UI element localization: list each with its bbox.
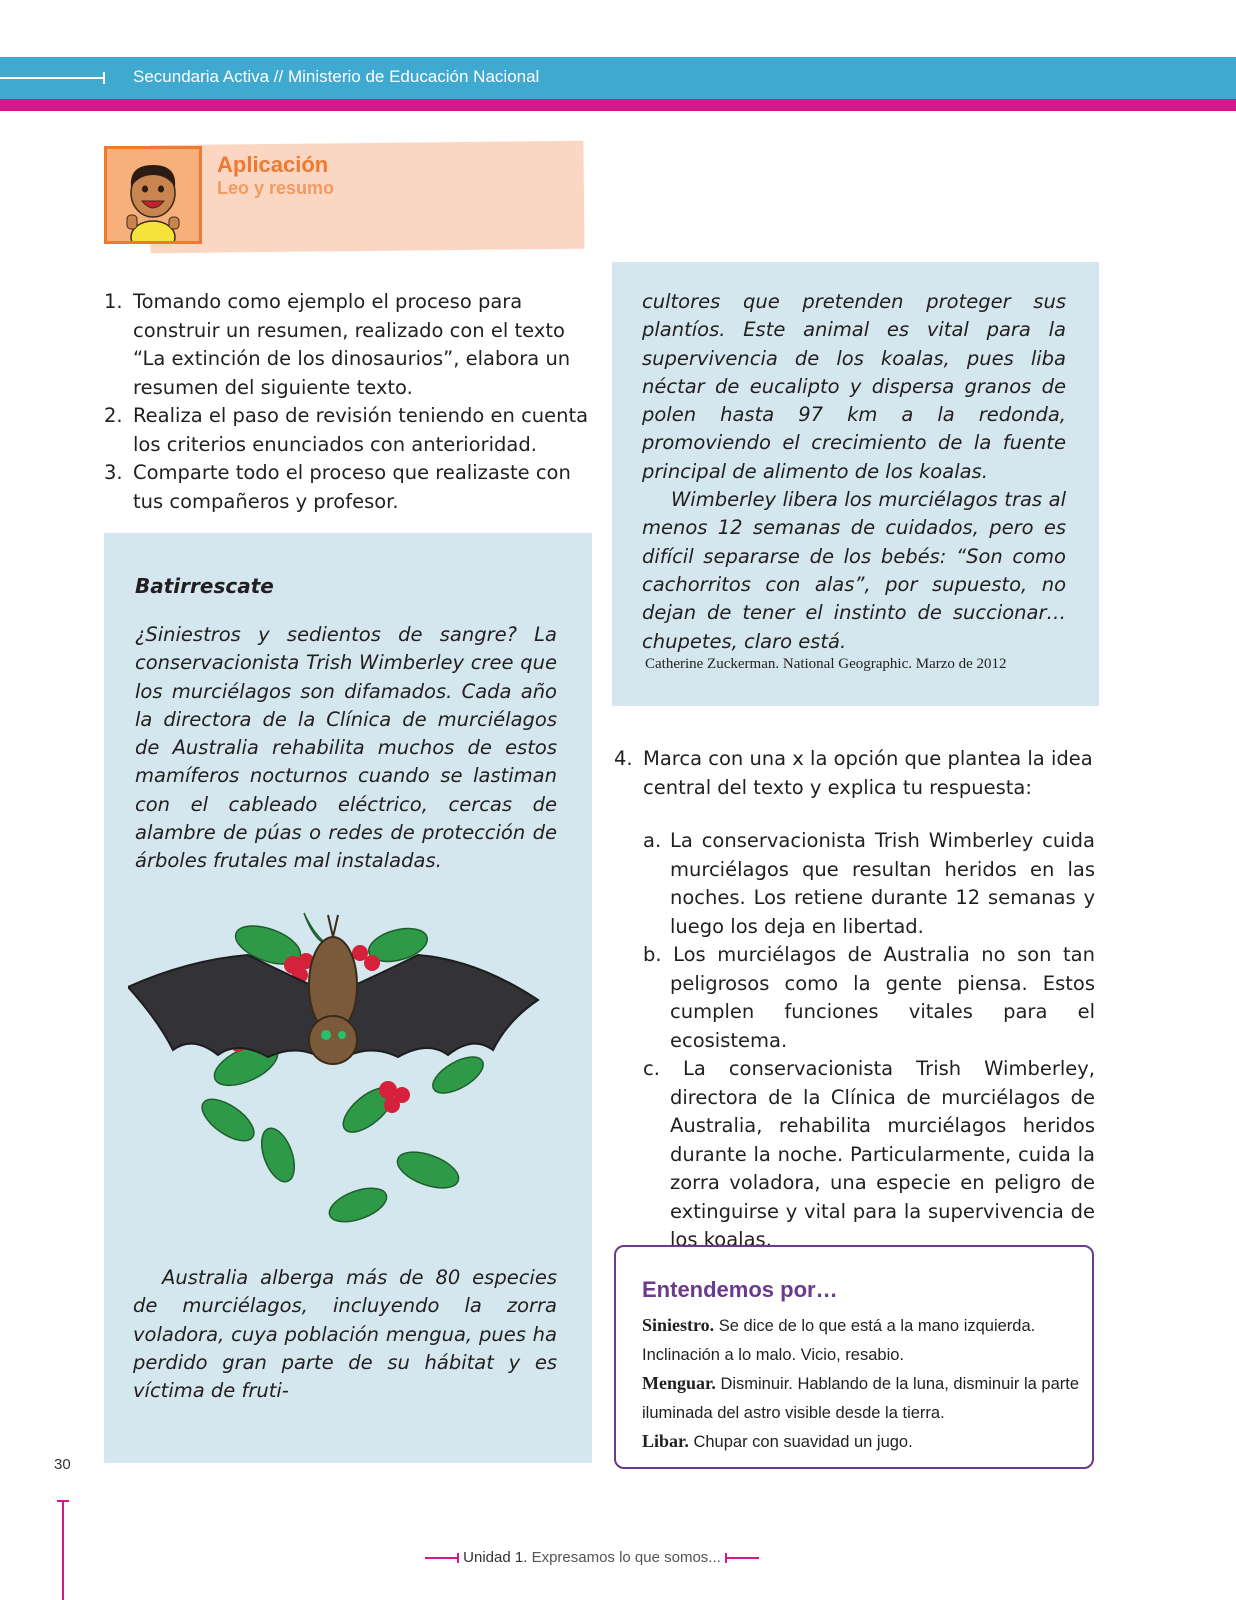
answer-option-b[interactable] (643, 941, 1095, 1055)
section-title: Aplicación (217, 152, 329, 177)
story-text: Australia alberga más de 80 especies de murciélagos, incluyendo la zorra voladora, cuya población mengua, pues ha perdido gran parte de su hábitat y es víctima de fruti- (133, 1266, 557, 1403)
item-number: 1. (104, 290, 123, 313)
footer-unit (425, 1549, 759, 1566)
story-source: Catherine Zuckerman. National Geographic. Marzo de 2012 (645, 656, 1007, 672)
glossary-definition: Chupar con suavidad un jugo. (693, 1433, 913, 1452)
item-text: Comparte todo el proceso que realizaste con tus compañeros y profesor. (133, 461, 571, 513)
header-accent-stripe (0, 99, 1236, 111)
question-4 (614, 745, 1098, 802)
option-label: c. (643, 1057, 660, 1080)
glossary-entries (642, 1311, 1082, 1457)
answer-option-c[interactable] (643, 1055, 1095, 1255)
glossary-entry (642, 1311, 1082, 1369)
unit-label: Unidad 1. (463, 1549, 528, 1566)
item-text: Realiza el paso de revisión teniendo en cuenta los criterios enunciados con anterioridad. (133, 404, 589, 456)
header-title: Secundaria Activa // Ministerio de Educación Nacional (133, 67, 540, 86)
list-item (104, 402, 589, 459)
glossary-term: Menguar. (642, 1373, 716, 1394)
story-text: cultores que pretenden proteger sus plantíos. Este animal es vital para la supervivencia de los koalas, pues liba néctar de eucalipto y dispersa granos de polen hasta 97 km a la redonda, promoviendo el crecimiento de la fuente principal de alimento de los koalas. (642, 290, 1066, 483)
item-number: 4. (614, 747, 633, 770)
glossary-entry (642, 1427, 1082, 1457)
student-avatar (104, 146, 202, 244)
bat-illustration-icon (128, 905, 558, 1235)
page-number: 30 (54, 1456, 71, 1473)
story-paragraph-2-continued (642, 288, 1066, 656)
answer-options (643, 827, 1095, 1255)
story-text: Wimberley libera los murciélagos tras al menos 12 semanas de cuidados, pero es difícil separarse de los bebés: “Son como cachorritos con alas”, por supuesto, no dejan de tener el instinto de succionar…chupetes, claro está. (642, 488, 1066, 653)
story-title: Batirrescate (135, 574, 274, 598)
option-label: b. (643, 943, 662, 966)
unit-title: Expresamos lo que somos... (531, 1549, 721, 1566)
section-subtitle: Leo y resumo (217, 178, 335, 198)
item-text: Tomando como ejemplo el proceso para construir un resumen, realizado con el texto “La extinción de los dinosaurios”, elabora un resumen del siguiente texto. (133, 290, 571, 399)
item-number: 3. (104, 461, 123, 484)
section-banner (149, 141, 584, 254)
question-text: Marca con una x la opción que plantea la idea central del texto y explica tu respuesta: (643, 747, 1093, 799)
story-paragraph-2 (133, 1264, 557, 1405)
glossary-entry (642, 1369, 1082, 1427)
answer-option-a[interactable] (643, 827, 1095, 941)
list-item (104, 459, 589, 516)
header-rule (0, 77, 105, 79)
option-text: La conservacionista Trish Wimberley cuida murciélagos que resultan heridos en las noches. Los retiene durante 12 semanas y luego los deja en libertad. (670, 829, 1095, 938)
header-rule-tick (103, 72, 105, 84)
option-text: Los murciélagos de Australia no son tan peligrosos como la gente piensa. Estos cumplen funciones vitales para el ecosistema. (670, 943, 1095, 1052)
glossary-definition: Disminuir. Hablando de la luna, disminuir la parte iluminada del astro visible desde la tierra. (642, 1375, 1080, 1422)
list-item (104, 288, 589, 402)
glossary-term: Libar. (642, 1431, 689, 1452)
glossary-term: Siniestro. (642, 1315, 715, 1335)
glossary-definition: Se dice de lo que está a la mano izquierda. Inclinación a lo malo. Vicio, resabio. (642, 1317, 1036, 1364)
item-number: 2. (104, 404, 123, 427)
footer-rule-right (725, 1557, 759, 1559)
glossary-title: Entendemos por… (642, 1277, 838, 1302)
side-rule (62, 1500, 64, 1600)
student-illustration-icon (107, 149, 199, 241)
story-text: ¿Siniestros y sedientos de sangre? La conservacionista Trish Wimberley cree que los murciélagos son difamados. Cada año la directora de la Clínica de murciélagos de Australia rehabilita muchos de estos mamíferos nocturnos cuando se lastiman con el cableado eléctrico, cercas de alambre de púas o redes de protección de árboles frutales mal instaladas. (135, 623, 557, 873)
option-text: La conservacionista Trish Wimberley, directora de la Clínica de murciélagos de Australia, rehabilita murciélagos heridos durante la noche. Particularmente, cuida la zorra voladora, una especie en peligro de extinguirse y vital para la supervivencia de los koalas. (670, 1057, 1095, 1251)
instructions-list (104, 288, 589, 516)
option-label: a. (643, 829, 662, 852)
story-paragraph-1 (135, 621, 557, 876)
footer-rule-left (425, 1557, 459, 1559)
side-rule-tick (57, 1500, 69, 1502)
